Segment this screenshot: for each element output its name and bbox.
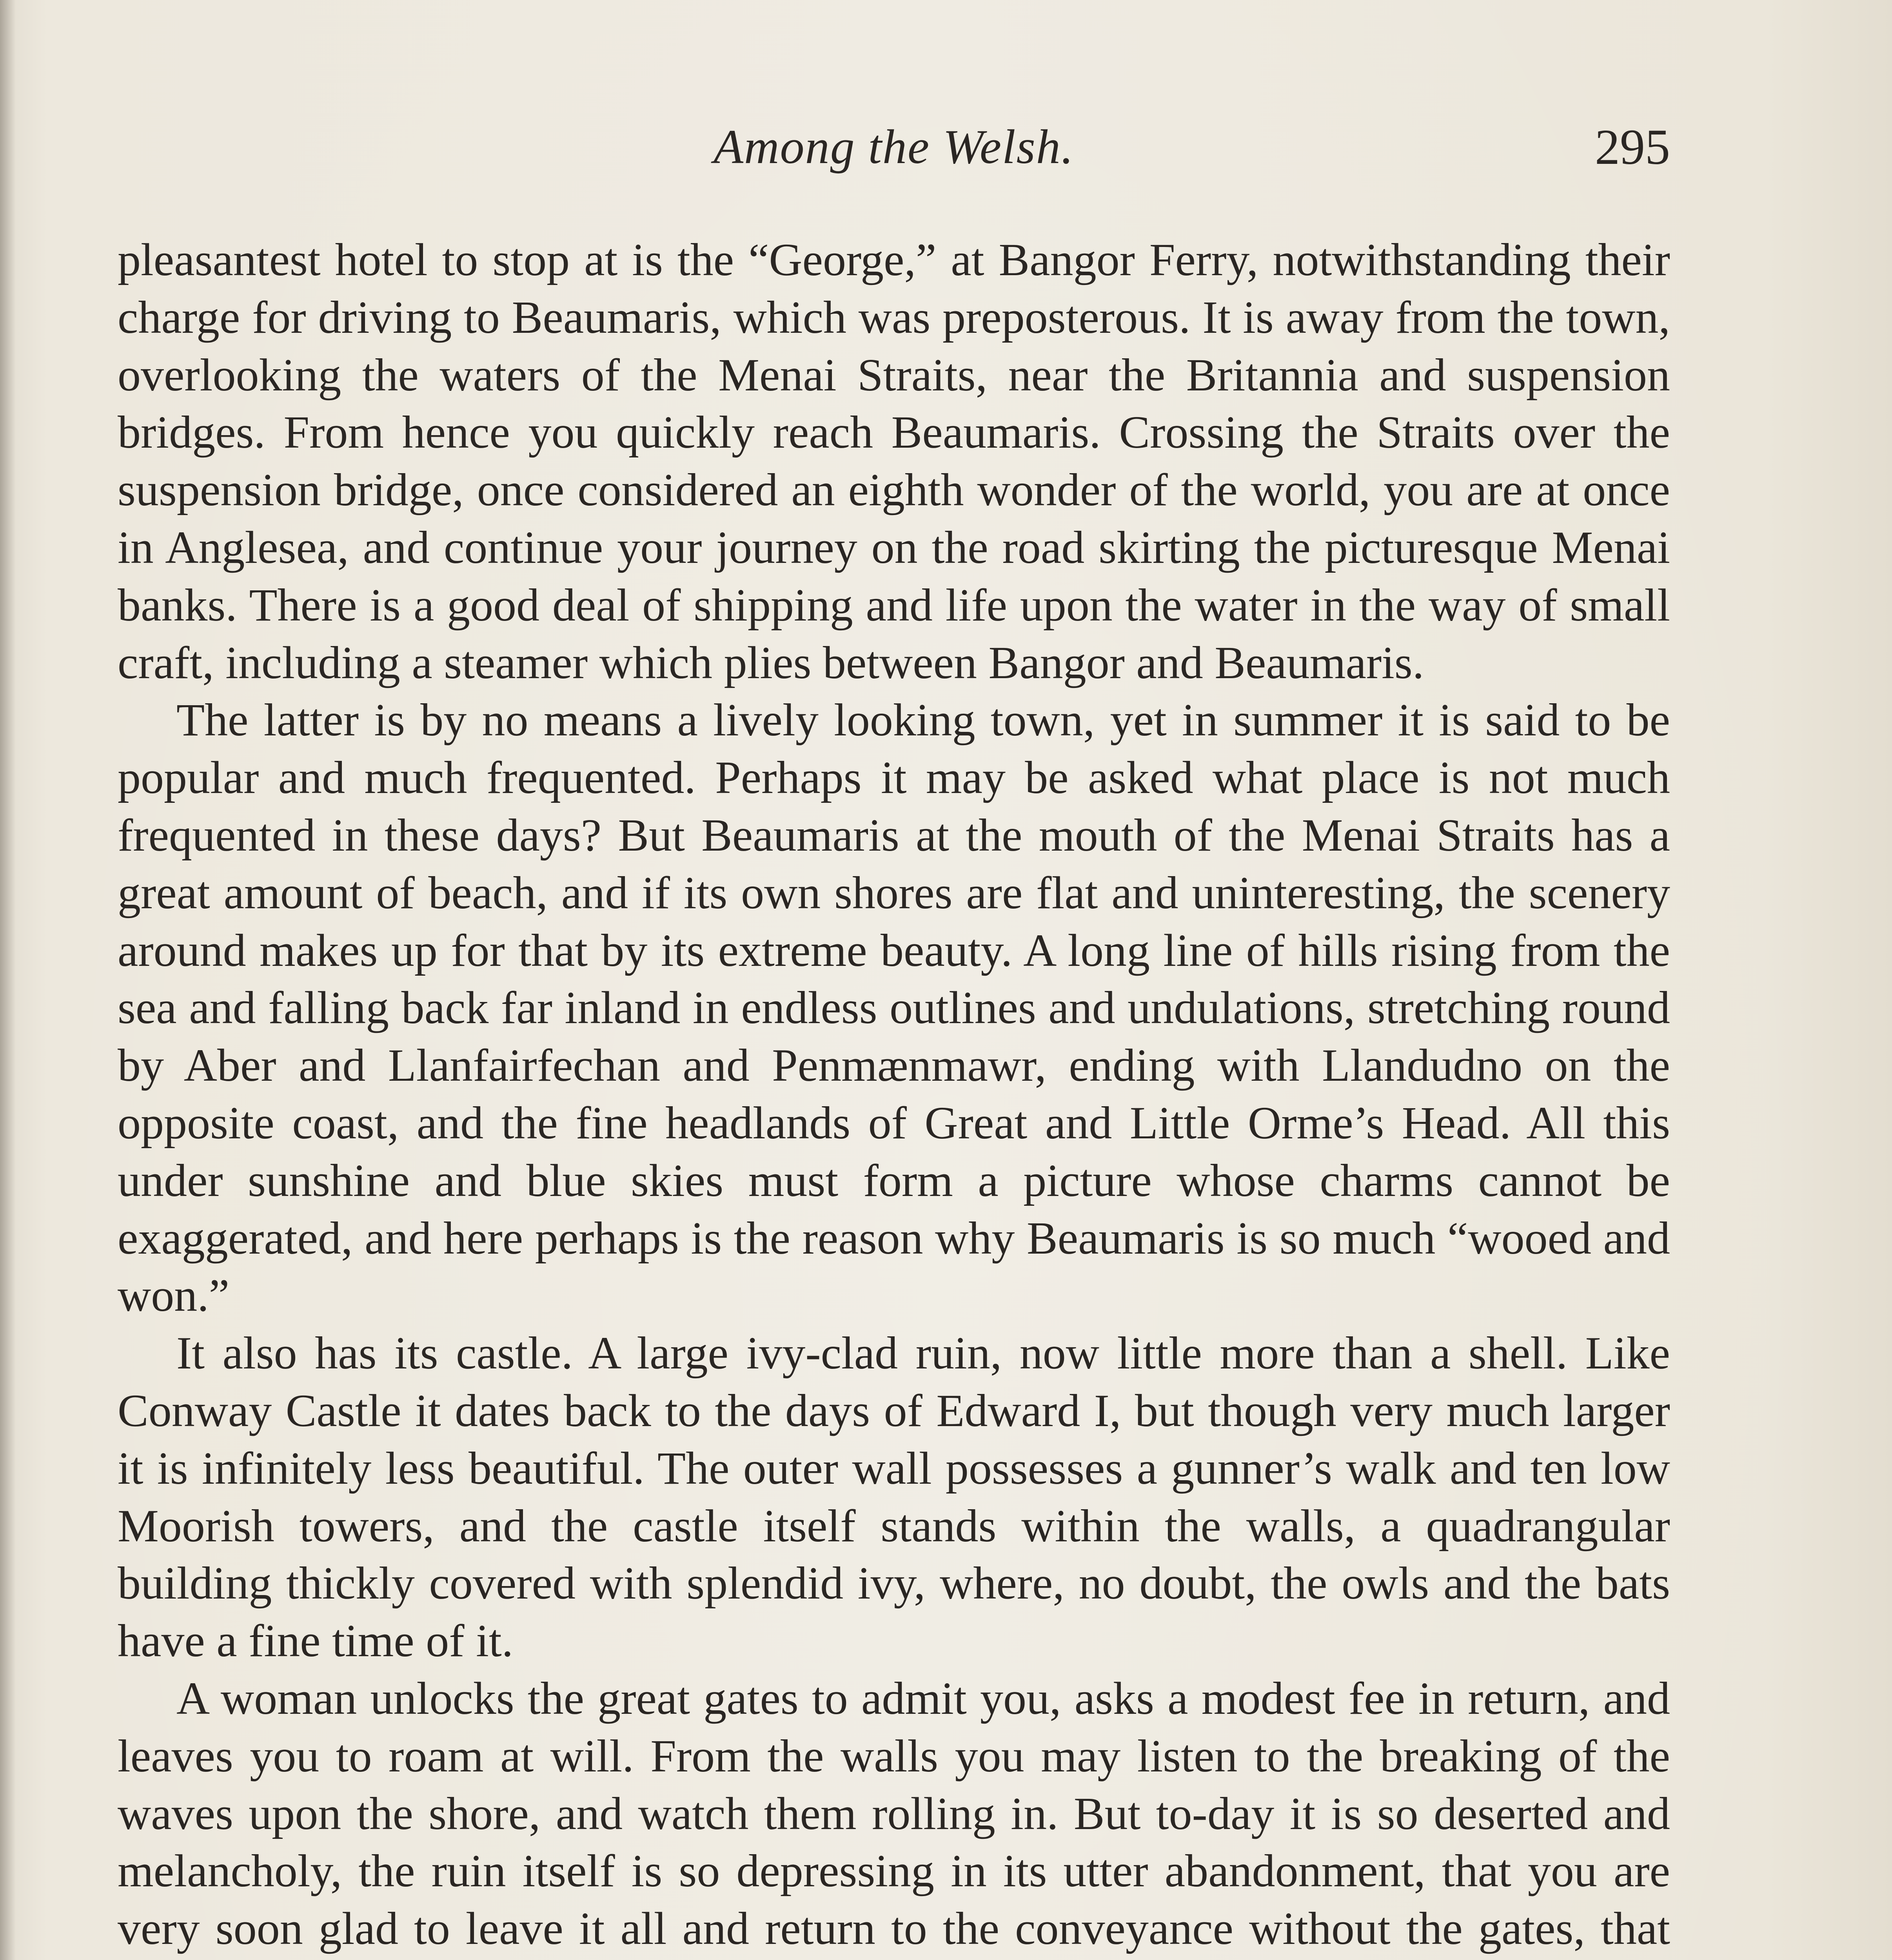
paragraph-2: The latter is by no means a lively looking town, yet in summer it is said to be popular and much frequented. Perhaps it may be asked what place is not much frequented in these days? But Beaumaris at the mouth of the Menai Straits has a great amount of beach, and if its own shores are flat and uninteresting, the scenery around makes up for that by its extreme beauty. A long line of hills rising from the sea and falling back far inland in endless outlines and undulations, stretching round by Aber and Llanfairfechan and Penmænmawr, ending with Llandudno on the opposite coast, and the fine headlands of Great and Little Orme’s Head. All this under sunshine and blue skies must form a picture whose charms cannot be exaggerated, and here perhaps is the reason why Beaumaris is so much “wooed and won.” — [118, 694, 1670, 1321]
page-number: 295 — [1595, 119, 1670, 175]
paragraph-1: pleasantest hotel to stop at is the “George,” at Bangor Ferry, notwithstanding their charge for driving to Beaumaris, which was preposterous. It is away from the town, overlooking the waters of the Menai Straits, near the Britannia and suspension bridges. From hence you quickly reach Beaumaris. Crossing the Straits over the suspension bridge, once considered an eighth wonder of the world, you are at once in Anglesea, and continue your journey on the road skirting the picturesque Menai banks. There is a good deal of shipping and life upon the water in the way of small craft, including a steamer which plies between Bangor and Beaumaris. — [118, 234, 1670, 688]
body-text — [118, 231, 1670, 1960]
paragraph-4: A woman unlocks the great gates to admit you, asks a modest fee in return, and leaves you to roam at will. From the walls you may listen to the breaking of the waves upon the shore, and watch them rolling in. But to-day it is so deserted and melancholy, the ruin itself is so depressing in its utter abandonment, that you are very soon glad to leave it all and return to the conveyance without the gates, that — [118, 1672, 1670, 1955]
running-title: Among the Welsh. — [714, 120, 1074, 174]
paragraph-3: It also has its castle. A large ivy-clad ruin, now little more than a shell. Like Conway Castle it dates back to the days of Edward I, but though very much larger it is infinitely less beautiful. The outer wall possesses a gunner’s walk and ten low Moorish towers, and the castle itself stands within the walls, a quadrangular building thickly covered with splendid ivy, where, no doubt, the owls and the bats have a fine time of it. — [118, 1327, 1670, 1667]
page-gutter-shadow — [0, 0, 16, 1960]
running-head — [118, 118, 1670, 176]
